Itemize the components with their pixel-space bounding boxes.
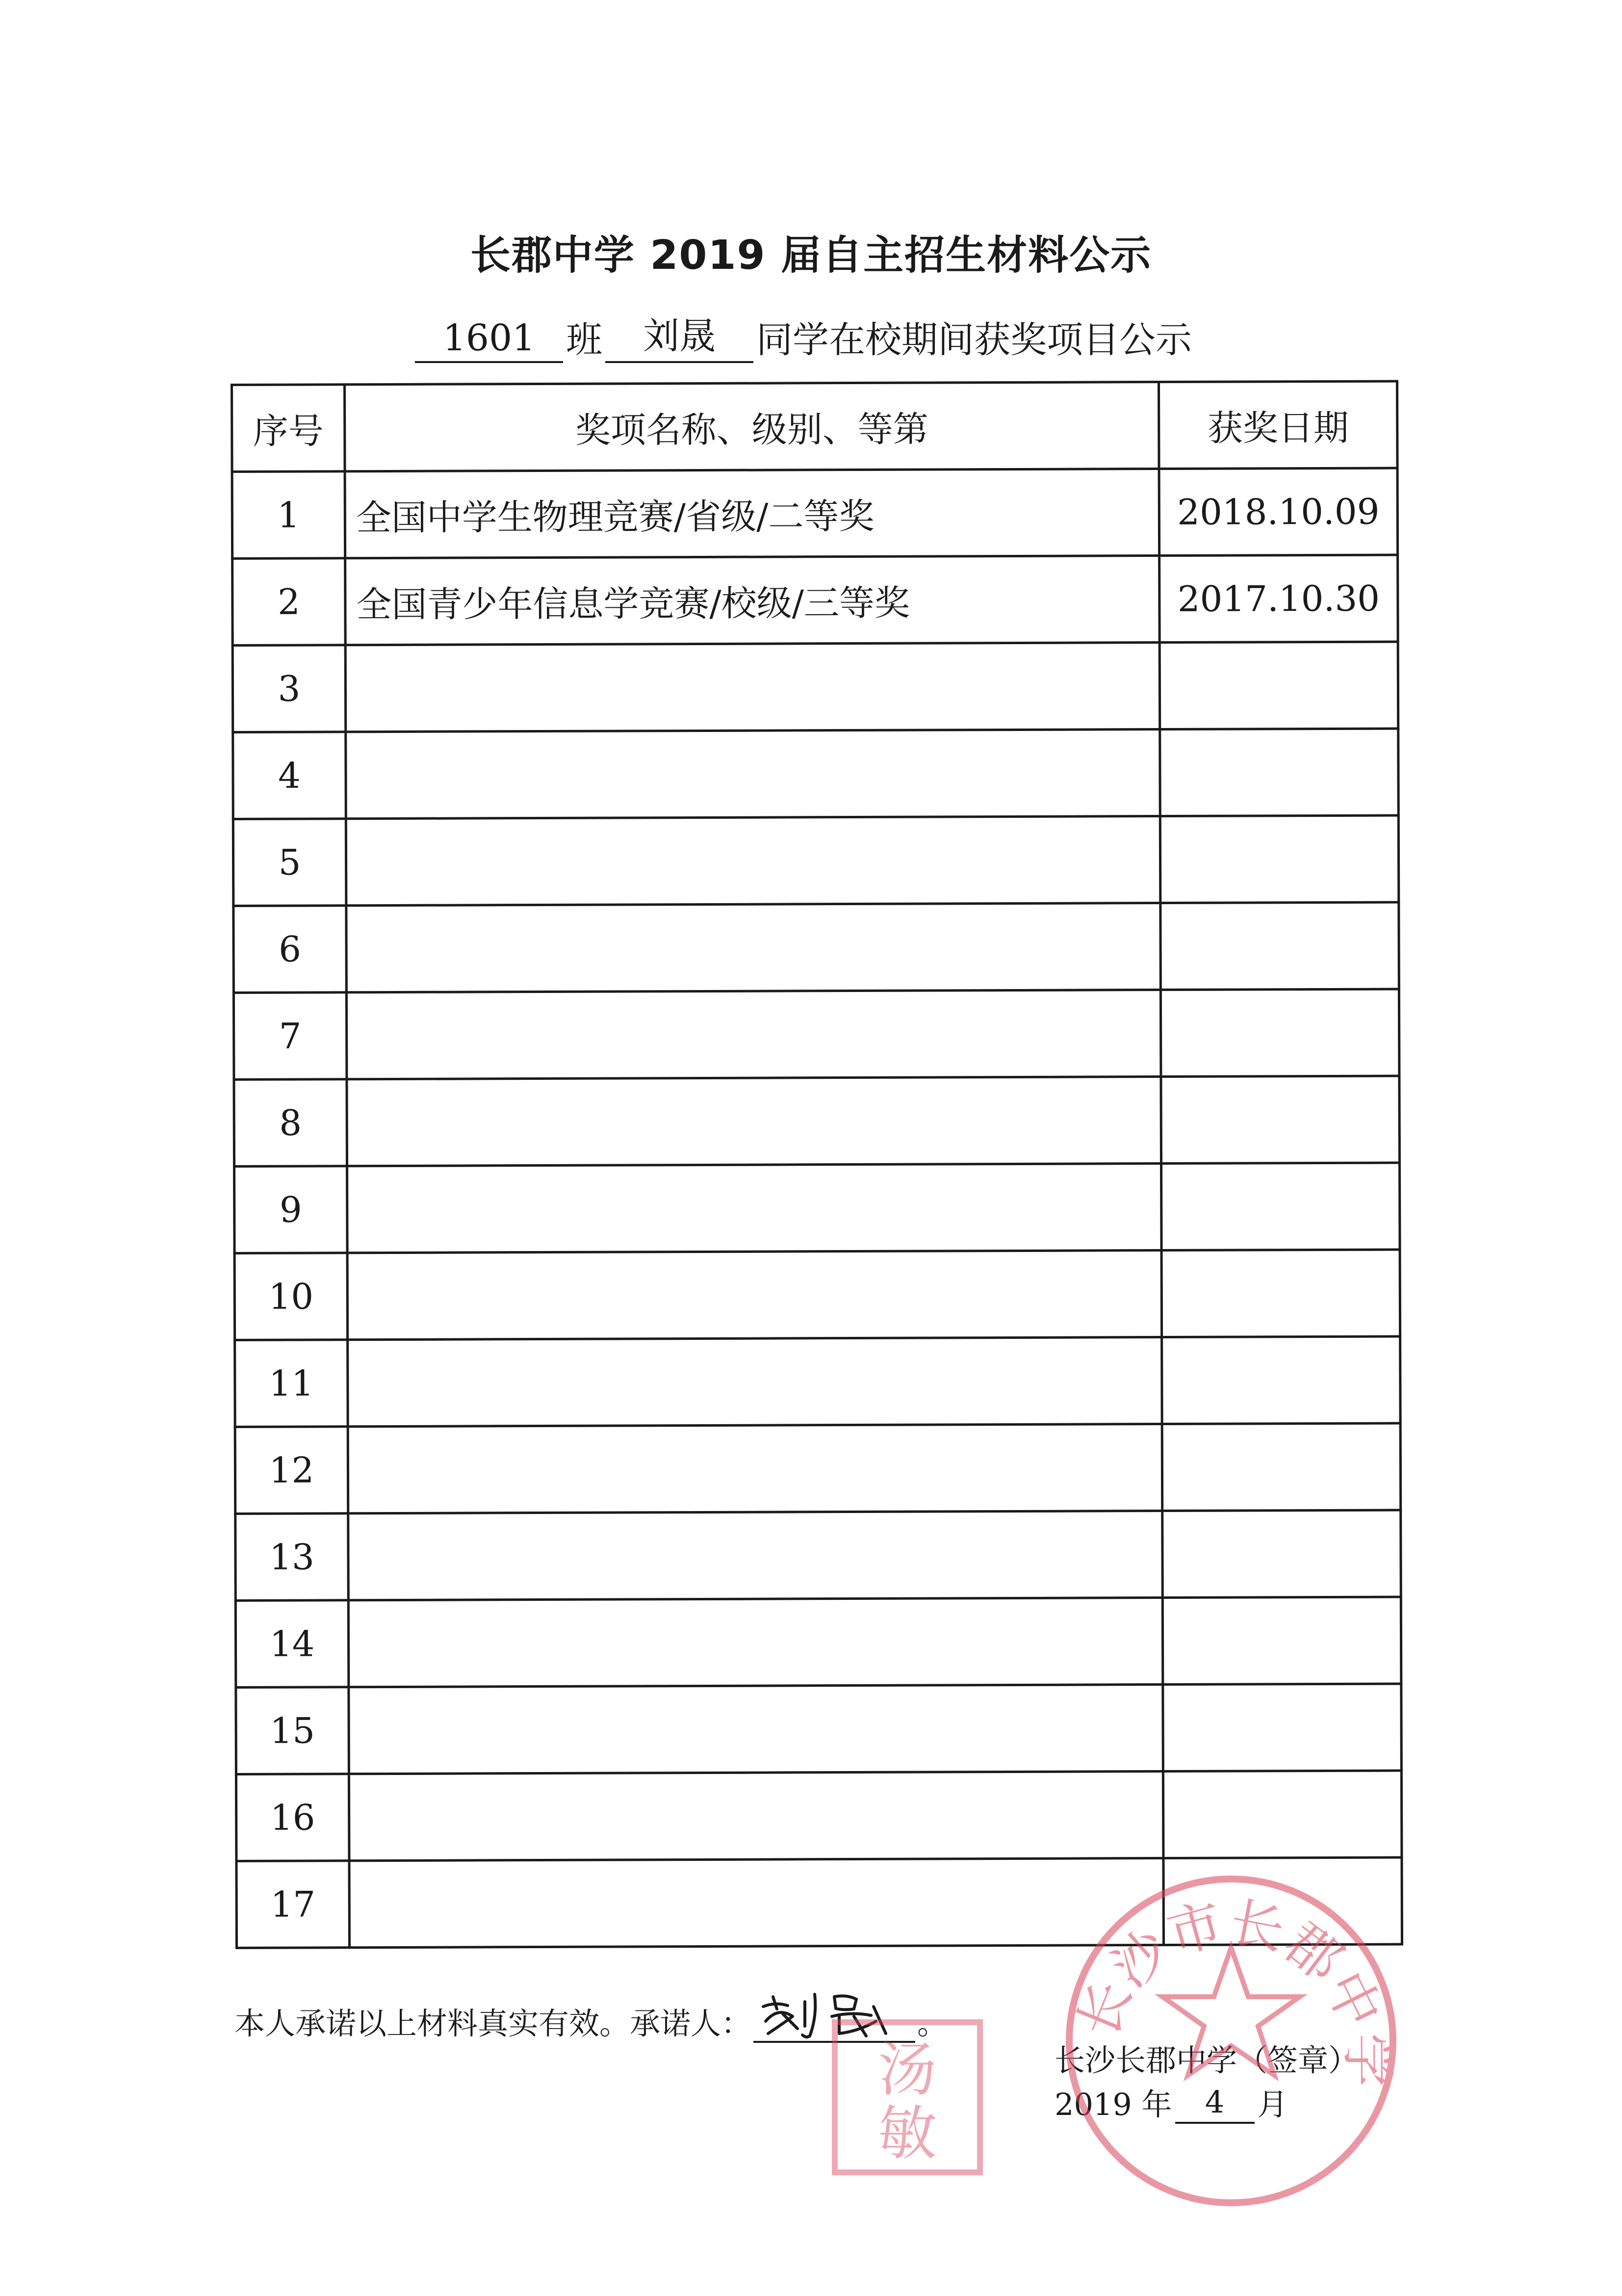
row-number-cell: 9 xyxy=(234,1166,348,1253)
row-number-cell: 14 xyxy=(235,1600,349,1688)
table-row xyxy=(235,1510,1401,1600)
award-name-cell xyxy=(349,1858,1164,1948)
row-number-cell: 17 xyxy=(236,1861,350,1948)
awards-table xyxy=(231,380,1403,1949)
award-name-cell xyxy=(346,816,1160,906)
row-number-cell: 11 xyxy=(235,1340,348,1427)
award-name-cell xyxy=(348,1337,1162,1427)
svg-text:长沙市长郡中学: 长沙市长郡中学 xyxy=(1065,1890,1399,2087)
row-number-cell: 6 xyxy=(233,906,347,993)
row-number-cell: 12 xyxy=(235,1427,348,1514)
table-row xyxy=(236,1684,1402,1774)
header-award-name: 奖项名称、级别、等第 xyxy=(345,382,1159,471)
award-name-cell xyxy=(348,1424,1162,1513)
award-date-cell xyxy=(1160,902,1399,990)
class-suffix: 班 xyxy=(566,319,602,361)
school-signature-label: 长沙长郡中学（签章） xyxy=(1055,2042,1359,2078)
row-number-cell: 4 xyxy=(233,732,346,819)
award-date-cell xyxy=(1160,729,1399,816)
award-name-cell xyxy=(347,1077,1161,1166)
table-row xyxy=(234,1250,1400,1340)
table-row xyxy=(233,902,1399,992)
table-row xyxy=(236,1771,1402,1861)
document-title: 长郡中学 2019 届自主招生材料公示 xyxy=(470,232,1152,279)
award-date-cell xyxy=(1160,815,1399,903)
svg-text:敏: 敏 xyxy=(878,2100,937,2168)
svg-text:汤: 汤 xyxy=(878,2036,937,2104)
award-date-cell xyxy=(1160,989,1399,1077)
pledge-text: 本人承诺以上材料真实有效。承诺人： xyxy=(234,2006,752,2041)
award-date-cell: 2017.10.30 xyxy=(1159,555,1398,643)
award-date-cell: 2018.10.09 xyxy=(1159,468,1398,556)
row-number-cell: 1 xyxy=(232,471,345,559)
row-number-cell: 15 xyxy=(236,1687,349,1774)
sign-year: 2019 年 xyxy=(1055,2087,1172,2122)
award-name-cell xyxy=(346,730,1160,819)
table-row xyxy=(235,1423,1401,1513)
award-date-cell xyxy=(1161,1250,1400,1337)
award-date-cell xyxy=(1163,1684,1402,1772)
table-row xyxy=(232,642,1398,732)
award-date-cell xyxy=(1159,642,1398,730)
table-row xyxy=(234,1163,1400,1253)
award-date-cell xyxy=(1163,1771,1402,1858)
award-name-cell xyxy=(348,1511,1163,1600)
row-number-cell: 3 xyxy=(232,645,346,732)
award-date-cell xyxy=(1161,1163,1400,1251)
row-number-cell: 7 xyxy=(233,992,347,1080)
table-row xyxy=(234,1076,1400,1166)
pledge-end: 。 xyxy=(917,2006,948,2041)
header-seq: 序号 xyxy=(232,385,345,472)
sign-month-field: 4 xyxy=(1175,2084,1255,2124)
row-number-cell: 16 xyxy=(236,1774,349,1861)
award-name-cell: 全国中学生物理竞赛/省级/二等奖 xyxy=(345,469,1159,558)
award-name-cell xyxy=(345,643,1160,732)
row-number-cell: 5 xyxy=(233,819,346,906)
award-name-cell xyxy=(349,1685,1163,1774)
award-name-cell xyxy=(346,903,1161,992)
square-seal-icon xyxy=(829,2016,986,2178)
row-number-cell: 8 xyxy=(234,1079,347,1167)
award-date-cell xyxy=(1162,1510,1401,1598)
row-number-cell: 10 xyxy=(234,1253,348,1340)
award-name-cell xyxy=(347,1164,1162,1253)
table-row xyxy=(232,555,1398,645)
student-name-field: 刘晟 xyxy=(605,307,753,363)
sign-month-suffix: 月 xyxy=(1257,2087,1288,2122)
award-name-cell xyxy=(347,1251,1162,1340)
award-name-cell xyxy=(349,1772,1163,1861)
award-name-cell xyxy=(346,990,1161,1079)
award-date-cell xyxy=(1162,1423,1401,1511)
award-date-cell xyxy=(1162,1336,1401,1424)
row-number-cell: 2 xyxy=(232,558,346,646)
round-seal-icon xyxy=(1055,1864,1408,2218)
class-number-field: 1601 xyxy=(415,317,563,363)
document-subtitle xyxy=(412,314,1192,363)
table-row xyxy=(232,468,1398,558)
subtitle-text: 同学在校期间获奖项目公示 xyxy=(756,319,1192,361)
row-number-cell: 13 xyxy=(235,1513,349,1601)
table-header-row xyxy=(232,381,1398,471)
table-row xyxy=(235,1336,1401,1427)
table-row xyxy=(235,1597,1401,1687)
award-name-cell: 全国青少年信息学竞赛/校级/三等奖 xyxy=(345,556,1160,645)
table-row xyxy=(233,989,1399,1079)
award-date-cell xyxy=(1162,1597,1401,1685)
table-row xyxy=(233,815,1399,906)
award-name-cell xyxy=(348,1598,1163,1687)
table-row xyxy=(233,729,1399,819)
award-date-cell xyxy=(1161,1076,1400,1164)
header-award-date: 获奖日期 xyxy=(1159,381,1397,469)
